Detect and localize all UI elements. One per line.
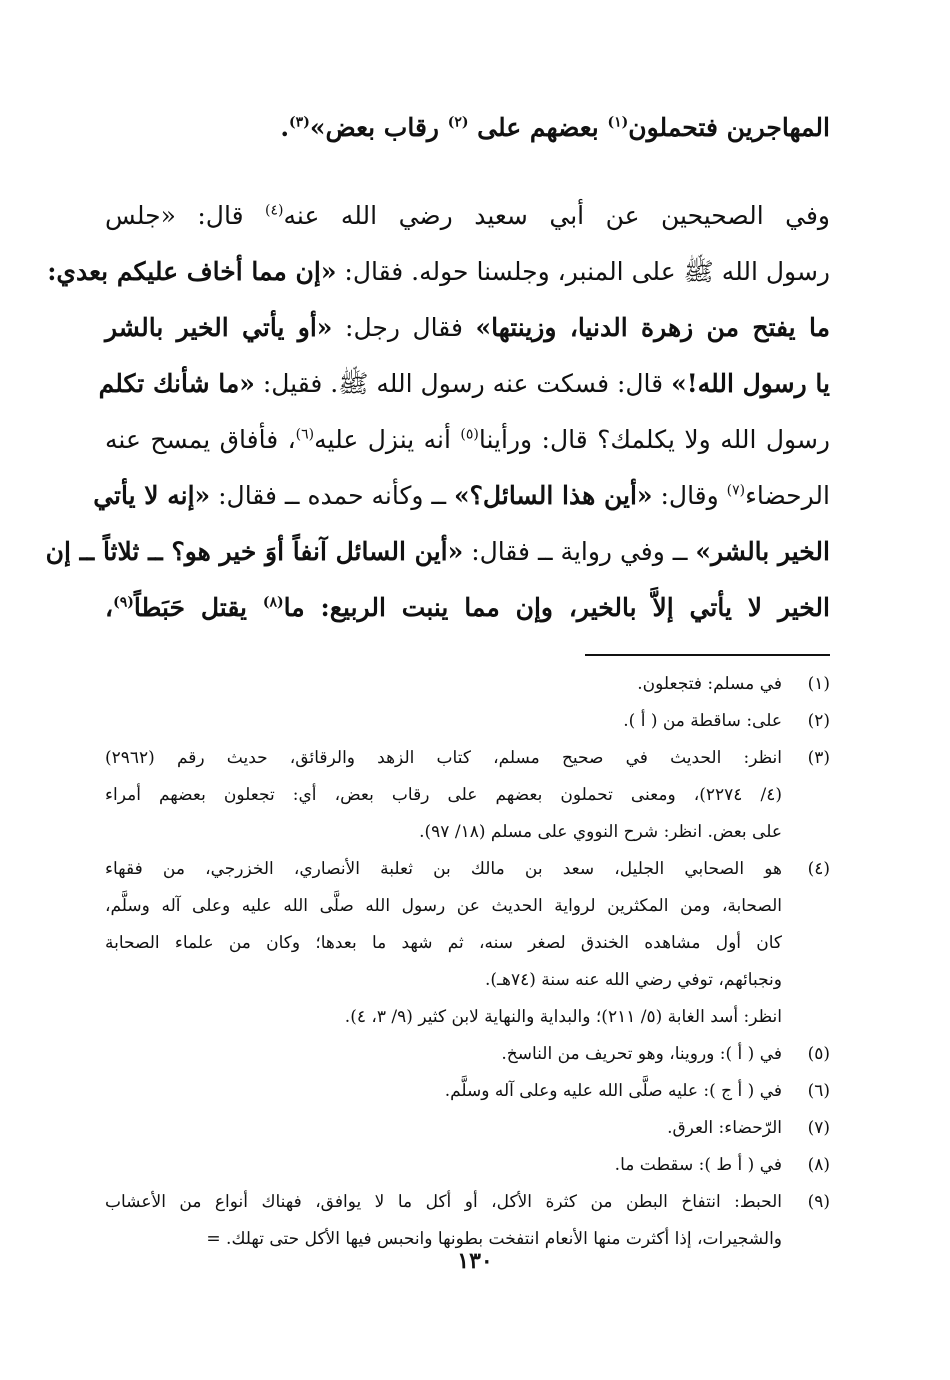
text: قال: فسكت عنه رسول الله ﷺ. فقيل: [254,369,672,398]
footnote-text: على: ساقطة من ( أ ). [623,711,782,731]
main-line-6 [105,412,830,468]
footnote-text: (٤/ ٢٢٧٤)، ومعنى تحملون بعضهم على رقاب بعض، أي: تجعلون بعضهم أمراء [105,785,782,805]
footnotes [105,666,830,1258]
footnote-ref[interactable]: (١) [607,114,629,131]
footnote-8 [105,1147,830,1184]
text: قال: «جلس [105,201,266,230]
hadith-quote: «أين هذا السائل؟» [454,481,653,510]
main-line-2 [105,188,830,244]
text: رسول الله ﷺ على المنبر، وجلسنا حوله. فقال: [336,257,830,286]
footnote-4 [105,851,830,999]
main-line-5 [98,356,830,412]
footnote-text: الحبط: انتفاخ البطن من كثرة الأكل، أو أكل ما لا يوافق، فهناك أنواع من الأعشاب [105,1192,783,1212]
hadith-quote: «ما شأنك تكلم [98,369,255,398]
footnote-text: والشجيرات، إذا أكثرت منها الأنعام انتفخت بطونها وانحبس فيها الأكل حتى تهلك. = [206,1229,782,1249]
footnote-text: في ( أ ط ): سقطت ما. [614,1155,782,1175]
footnote-2 [105,703,830,740]
text: فقال رجل: [332,313,476,342]
main-line-8 [45,524,830,580]
hadith-quote: ما يفتح من زهرة الدنيا، وزينتها» [475,313,830,342]
text: الرحضاء [745,481,830,510]
footnote-4-reference: انظر: أسد الغابة (٥/ ٢١١)؛ والبداية والنهاية لابن كثير (٩/ ٣، ٤). [344,1007,782,1027]
footnote-ref[interactable]: (٨) [262,594,284,611]
hadith-quote: «أين السائل آنفاً أوَ خير هو؟ ــ ثلاثاً ــ إن [45,537,464,566]
text: ، [105,593,114,622]
footnote-text: في ( أ ): وروينا، وهو تحريف من الناسخ. [501,1044,782,1064]
footnote-number: (٦) [807,1081,830,1101]
hadith-quote: يقتل حَبَطاً [133,593,263,622]
text: ــ وفي رواية ــ فقال: [463,537,696,566]
footnote-ref[interactable]: (٢) [447,114,469,131]
text: رسول الله ولا يكلمك؟ قال: ورأينا [478,425,830,454]
footnote-3 [105,740,830,851]
page-content [45,100,831,1258]
footnote-number: (٢) [807,711,830,731]
footnote-ref[interactable]: (٣) [289,114,310,131]
main-line-9 [105,580,830,636]
footnote-9 [105,1184,830,1258]
page-number: ١٣٠ [457,1248,493,1274]
footnote-text: هو الصحابي الجليل، سعد بن مالك بن ثعلبة الأنصاري، الخزرجي، من فقهاء [105,859,782,879]
text: رقاب بعض» [309,113,448,142]
text: وفي الصحيحين عن أبي سعيد رضي الله عنه [283,201,831,230]
hadith-quote: «إن مما أخاف عليكم بعدي: [47,257,337,286]
main-line-3 [47,244,830,300]
footnote-text: كان أول مشاهده الخندق لصغر سنه، ثم شهد ما بعدها؛ وكان من علماء الصحابة [105,933,782,953]
hadith-quote: يا رسول الله!» [671,369,830,398]
footnote-number: (٩) [807,1192,830,1212]
hadith-quote: «أو يأتي الخير بالشر [105,313,333,342]
footnote-1 [105,666,830,703]
footnote-text: الرّحضاء: العرق. [667,1118,782,1138]
footnote-text: الصحابة، ومن المكثرين لرواية الحديث عن رسول الله صلَّى الله عليه وعلى آله وسلَّم، [105,896,782,916]
footnote-number: (٨) [807,1155,830,1175]
footnote-ref[interactable]: (٩) [113,594,134,611]
footnote-ref[interactable]: (٤) [265,202,284,219]
main-line-4 [105,300,830,356]
footnote-text: في مسلم: فتجعلون. [637,674,782,694]
footnote-number: (١) [807,674,830,694]
footnote-5 [105,1036,830,1073]
footnote-ref[interactable]: (٥) [460,426,479,443]
footnote-7 [105,1110,830,1147]
hadith-quote: الخير بالشر» [695,537,830,566]
text: . [280,113,290,142]
footnote-text: في ( أ ج ): عليه صلَّى الله عليه وعلى آله وسلَّم. [444,1081,782,1101]
footnote-text: ونجبائهم، توفي رضي الله عنه سنة (٧٤هـ). [484,970,782,990]
hadith-quote: «إنه لا يأتي [93,481,211,510]
main-line-7 [93,468,830,524]
footnote-number: (٣) [807,748,830,768]
footnote-number: (٧) [807,1118,830,1138]
footnote-text: انظر: الحديث في صحيح مسلم، كتاب الزهد والرقائق، حديث رقم (٢٩٦٢) [105,748,782,768]
text: وقال: [652,481,727,510]
footnote-number: (٤) [807,859,830,879]
hadith-quote: الخير لا يأتي إلاَّ بالخير، وإن مما ينبت الربيع: [304,593,830,622]
footnote-ref[interactable]: (٧) [726,482,746,499]
text: المهاجرين فتحملون [628,113,830,142]
text: ، فأفاق يمسح عنه [105,425,296,454]
footnote-number: (٥) [807,1044,830,1064]
text: ــ وكأنه حمده ــ فقال: [210,481,455,510]
footnote-text: على بعض. انظر: شرح النووي على مسلم (١٨/ ٩٧). [419,822,782,842]
footnote-6 [105,1073,830,1110]
footnote-ref[interactable]: (٦) [295,426,315,443]
text: ما [283,593,305,622]
footnote-separator [585,654,830,656]
main-line-1 [105,100,830,156]
text: أنه ينزل عليه [314,425,461,454]
text: بعضهم على [468,113,608,142]
